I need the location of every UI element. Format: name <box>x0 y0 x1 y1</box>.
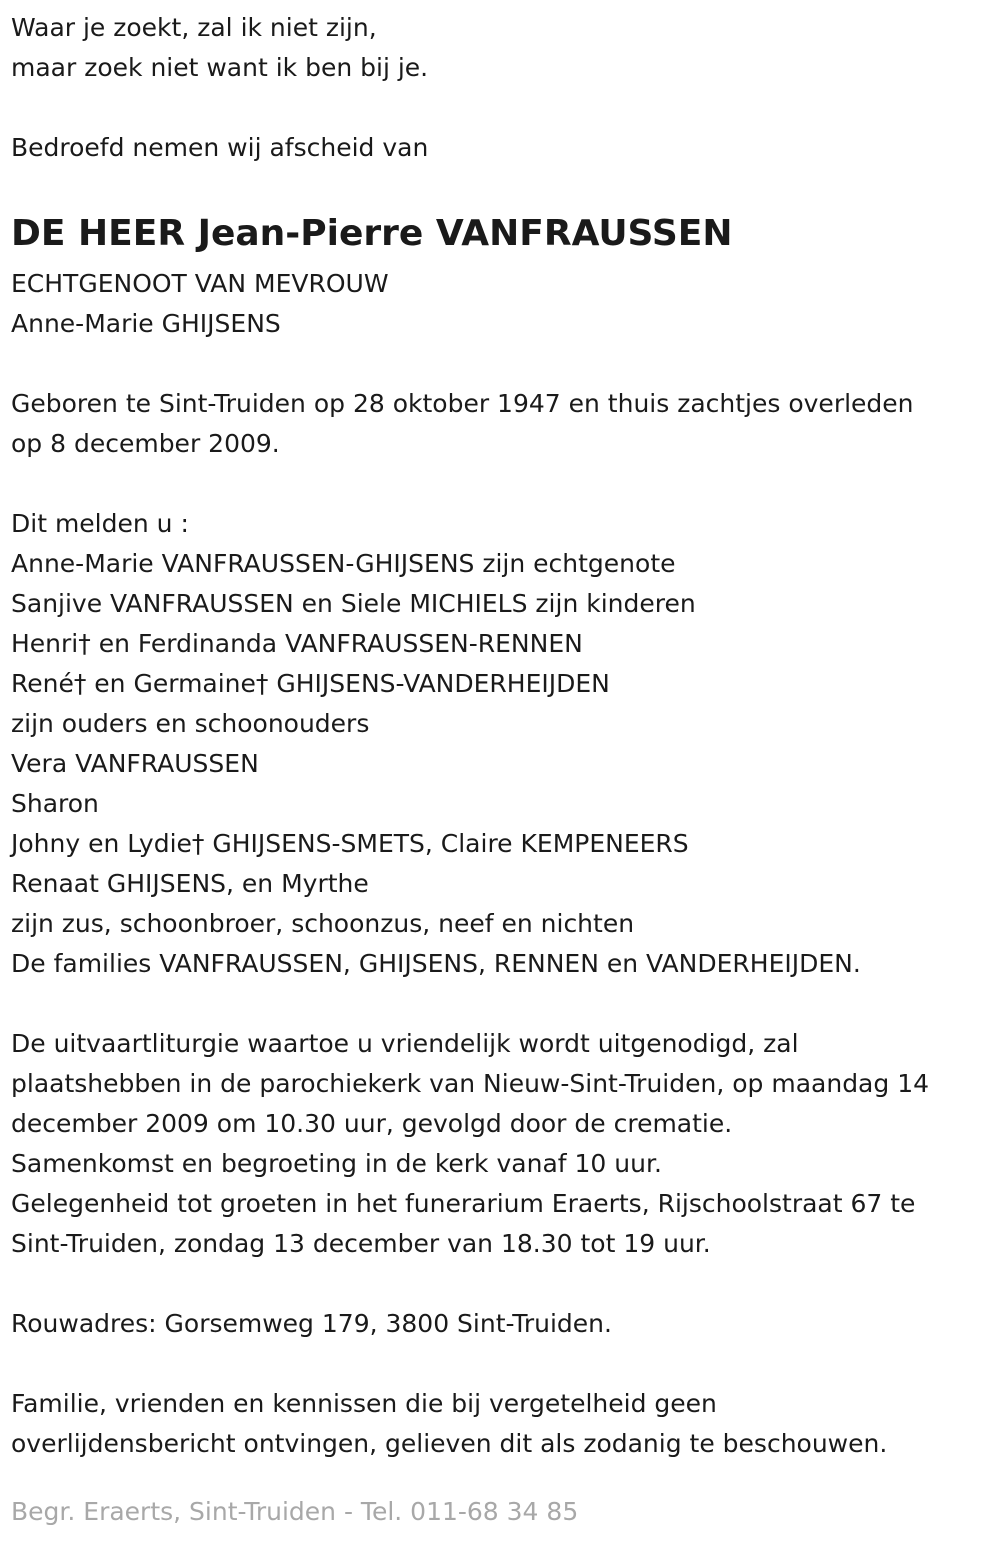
mourning-address: Rouwadres: Gorsemweg 179, 3800 Sint-Truiden. <box>11 1309 612 1338</box>
ceremony-line: december 2009 om 10.30 uur, gevolgd door de crematie. <box>11 1109 733 1138</box>
spacer <box>11 1344 988 1384</box>
spouse-name: Anne-Marie GHIJSENS <box>11 309 281 338</box>
ceremony-line: Gelegenheid tot groeten in het funerarium Eraerts, Rijschoolstraat 67 te <box>11 1189 916 1218</box>
funeral-home-footer: Begr. Eraerts, Sint-Truiden - Tel. 011-68 34 85 <box>11 1497 579 1526</box>
spacer <box>11 1264 988 1304</box>
family-line: Sharon <box>11 789 99 818</box>
ceremony-line: plaatshebben in de parochiekerk van Nieuw-Sint-Truiden, op maandag 14 <box>11 1069 930 1098</box>
family-line: René† en Germaine† GHIJSENS-VANDERHEIJDEN <box>11 669 610 698</box>
family-line: Anne-Marie VANFRAUSSEN-GHIJSENS zijn echtgenote <box>11 549 676 578</box>
family-line: Sanjive VANFRAUSSEN en Siele MICHIELS zijn kinderen <box>11 589 696 618</box>
spacer <box>11 168 988 208</box>
family-line: Henri† en Ferdinanda VANFRAUSSEN-RENNEN <box>11 629 583 658</box>
deceased-relation: ECHTGENOOT VAN MEVROUW <box>11 269 389 298</box>
family-line: zijn zus, schoonbroer, schoonzus, neef en nichten <box>11 909 635 938</box>
birth-death-line-1: Geboren te Sint-Truiden op 28 oktober 1947 en thuis zachtjes overleden <box>11 389 914 418</box>
family-line: Johny en Lydie† GHIJSENS-SMETS, Claire KEMPENEERS <box>11 829 689 858</box>
family-line: De families VANFRAUSSEN, GHIJSENS, RENNEN en VANDERHEIJDEN. <box>11 949 861 978</box>
family-line: Renaat GHIJSENS, en Myrthe <box>11 869 369 898</box>
family-line: Vera VANFRAUSSEN <box>11 749 259 778</box>
poem-line-1: Waar je zoekt, zal ik niet zijn, <box>11 13 377 42</box>
ceremony-line: De uitvaartliturgie waartoe u vriendelijk wordt uitgenodigd, zal <box>11 1029 799 1058</box>
spacer <box>11 344 988 384</box>
deceased-name: DE HEER Jean-Pierre VANFRAUSSEN <box>11 213 733 254</box>
spacer <box>11 88 988 128</box>
spacer <box>11 464 988 504</box>
notice-line-1: Familie, vrienden en kennissen die bij vergetelheid geen <box>11 1389 717 1418</box>
intro-text: Bedroefd nemen wij afscheid van <box>11 133 429 162</box>
family-heading: Dit melden u : <box>11 509 189 538</box>
ceremony-line: Sint-Truiden, zondag 13 december van 18.30 tot 19 uur. <box>11 1229 711 1258</box>
birth-death-line-2: op 8 december 2009. <box>11 429 280 458</box>
ceremony-line: Samenkomst en begroeting in de kerk vanaf 10 uur. <box>11 1149 662 1178</box>
notice-line-2: overlijdensbericht ontvingen, gelieven dit als zodanig te beschouwen. <box>11 1429 888 1458</box>
spacer <box>11 984 988 1024</box>
family-line: zijn ouders en schoonouders <box>11 709 370 738</box>
poem-line-2: maar zoek niet want ik ben bij je. <box>11 53 429 82</box>
